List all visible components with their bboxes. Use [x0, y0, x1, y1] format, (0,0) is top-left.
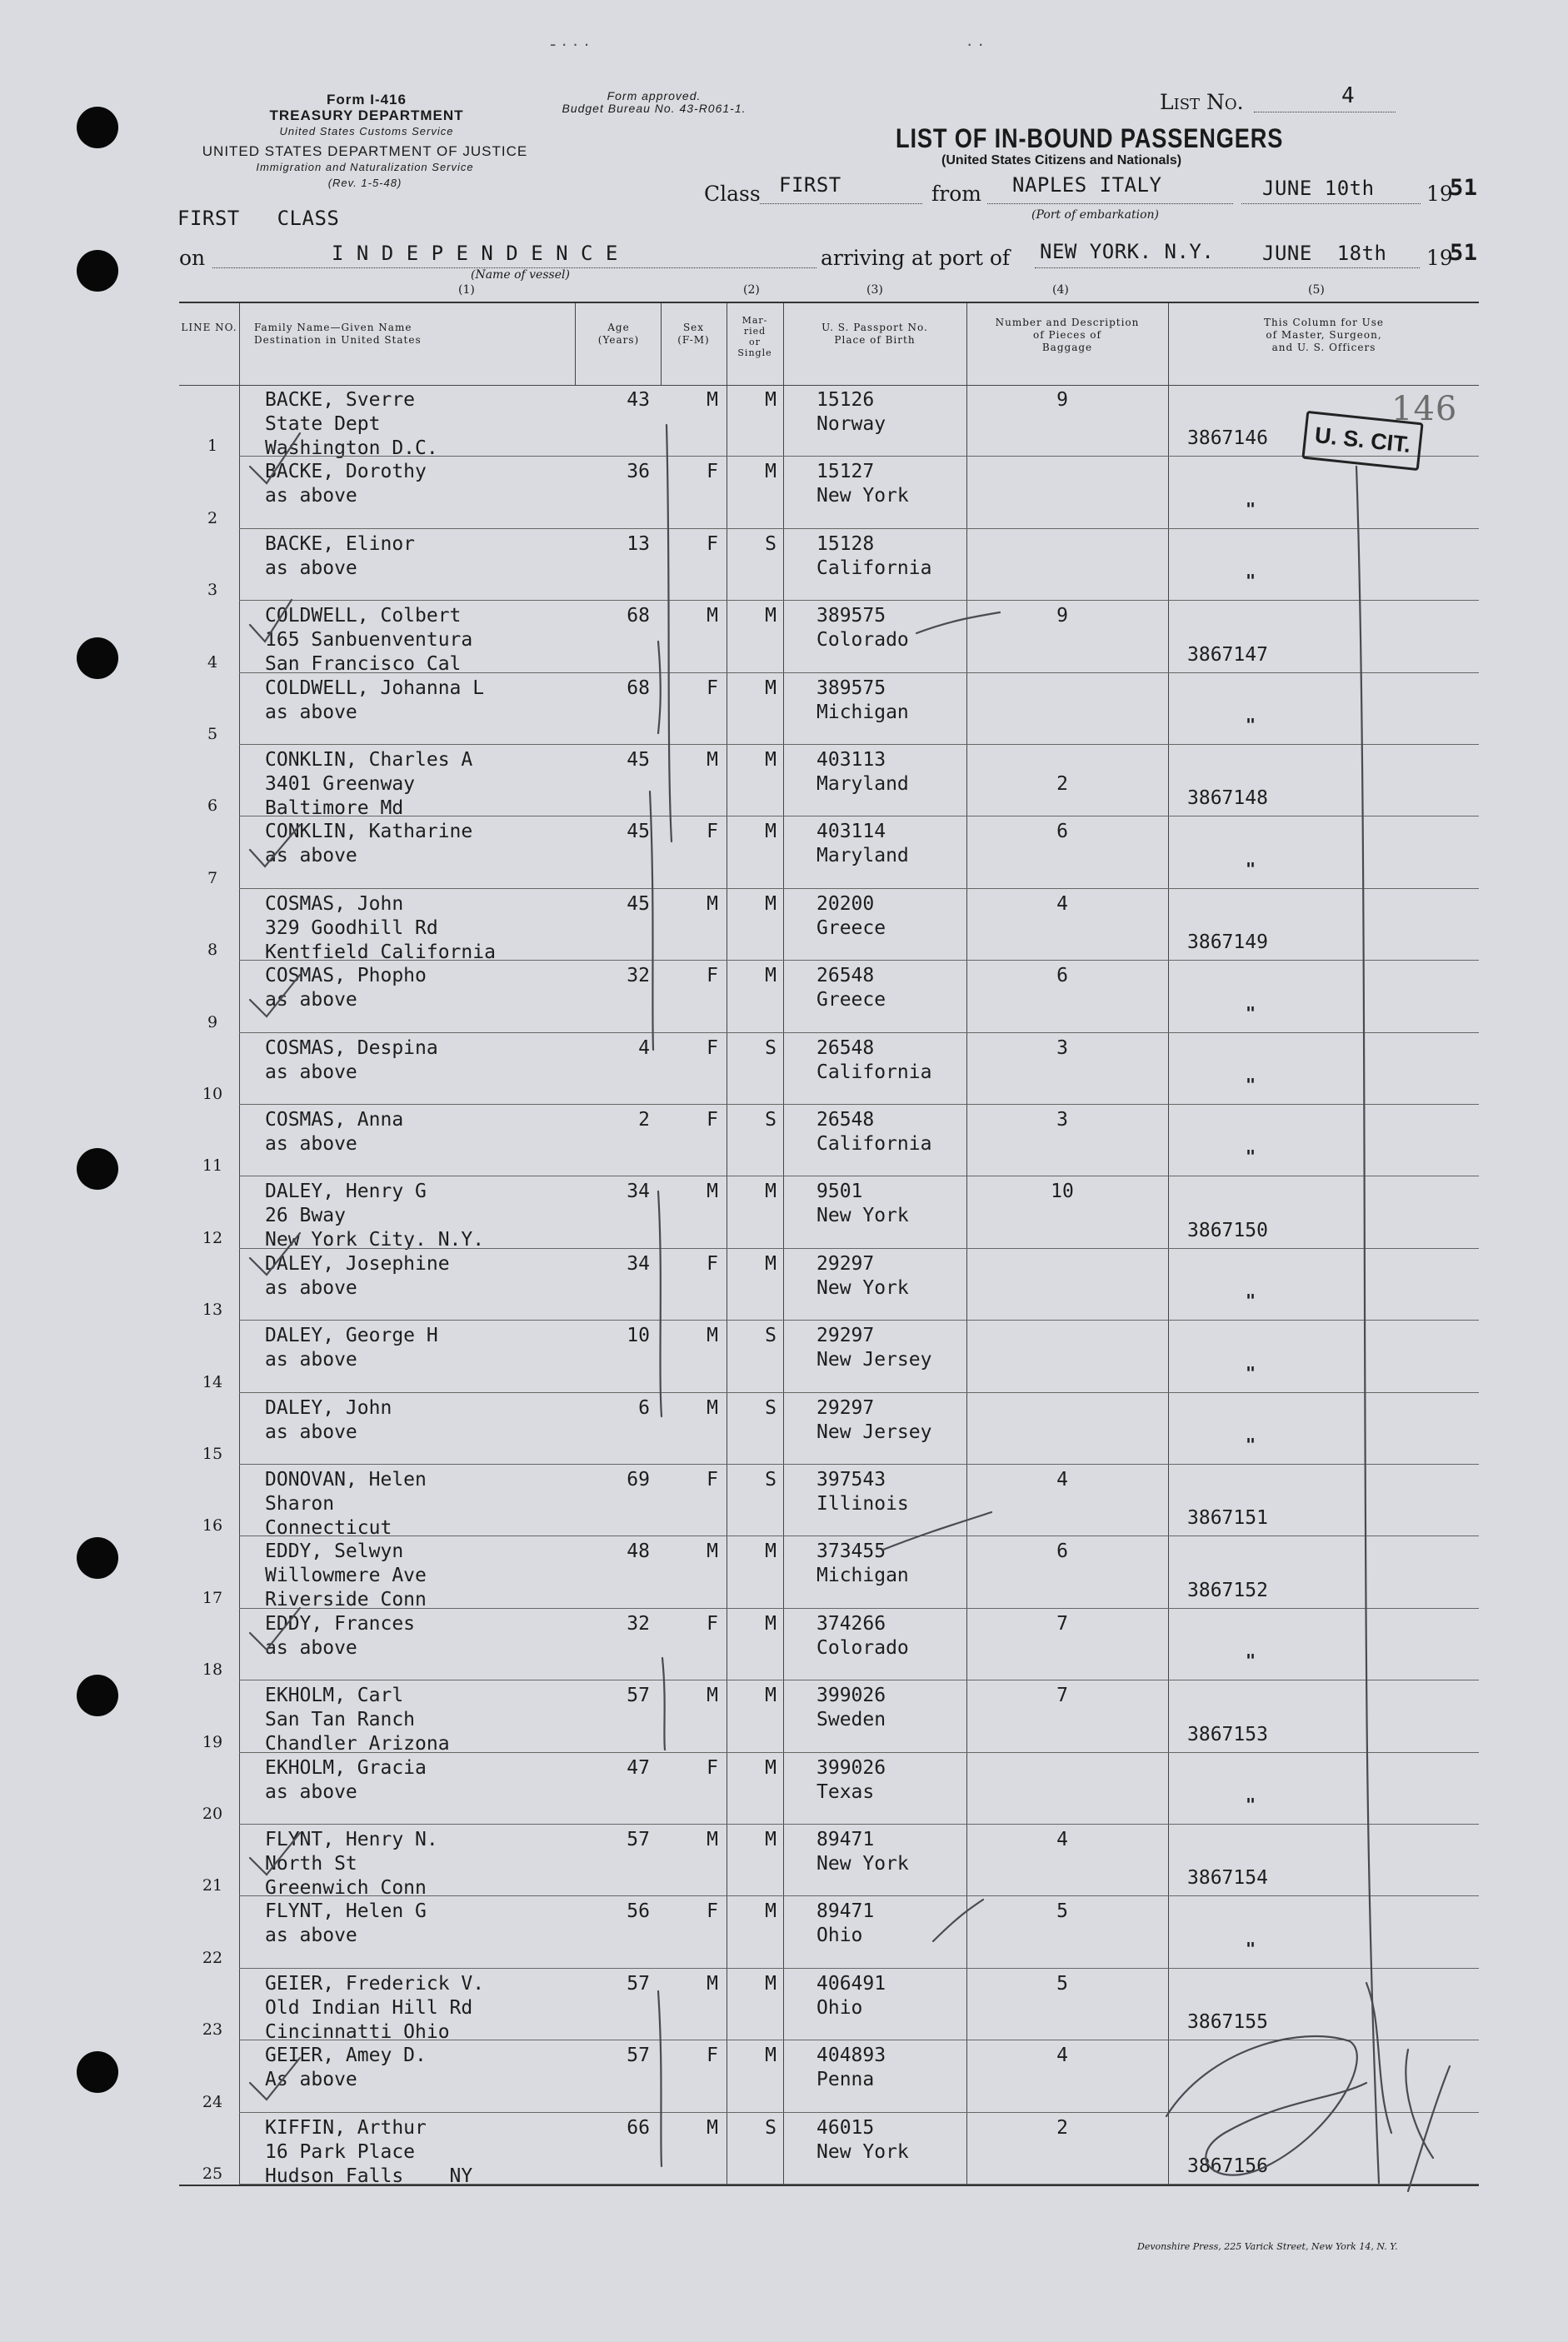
- table-row: [179, 1249, 1479, 1321]
- line-number: 13: [202, 1301, 223, 1320]
- passport-birthplace: 29297 New York: [816, 1252, 909, 1299]
- table-row: [179, 673, 1479, 745]
- ditto-mark: ": [1246, 571, 1256, 592]
- officer-number: 3867156: [1187, 2155, 1268, 2177]
- line-number: 7: [207, 868, 218, 887]
- column-number: (3): [866, 283, 883, 297]
- table-row: [179, 601, 1479, 676]
- baggage-count: 4: [1056, 1469, 1068, 1491]
- table-row: [179, 1176, 1479, 1251]
- table-row: [179, 1536, 1479, 1611]
- printer-footer: Devonshire Press, 225 Varick Street, New York 14, N. Y.: [1137, 2241, 1398, 2252]
- passenger-age: 68: [627, 677, 650, 699]
- passenger-sex: F: [707, 532, 718, 555]
- class-value: FIRST: [779, 173, 841, 197]
- baggage-count: 4: [1056, 892, 1068, 915]
- passport-birthplace: 406491 Ohio: [816, 1972, 886, 2019]
- passenger-name-destination: DALEY, John as above: [265, 1396, 392, 1443]
- passenger-age: 32: [627, 965, 650, 987]
- table-row: [179, 457, 1479, 528]
- top-mark: - · · ·: [550, 33, 590, 54]
- page-title: LIST OF IN-BOUND PASSENGERS: [896, 123, 1284, 153]
- passport-birthplace: 397543 Illinois: [816, 1469, 909, 1515]
- column-number: (5): [1308, 283, 1325, 297]
- line-number: 3: [207, 581, 218, 600]
- passenger-sex: F: [707, 1252, 718, 1275]
- table-row: [179, 889, 1479, 961]
- passenger-name-destination: COSMAS, Anna as above: [265, 1109, 404, 1155]
- passenger-name-destination: KIFFIN, Arthur 16 Park Place Hudson Falls NY: [265, 2116, 473, 2187]
- baggage-count: 5: [1056, 1900, 1068, 1923]
- binder-hole: [77, 2051, 118, 2093]
- table-row: [179, 961, 1479, 1032]
- passenger-name-destination: CONKLIN, Charles A 3401 Greenway Baltimore Md: [265, 749, 473, 819]
- passport-birthplace: 399026 Sweden: [816, 1685, 886, 1731]
- passenger-marital-status: M: [765, 1900, 777, 1923]
- from-value: NAPLES ITALY: [1012, 173, 1162, 197]
- table-row: [179, 2113, 1479, 2185]
- form-number: Form I-416: [327, 92, 407, 107]
- ins: Immigration and Naturalization Service: [256, 161, 474, 173]
- officer-number: 3867155: [1187, 2011, 1268, 2034]
- passenger-age: 57: [627, 1972, 650, 1995]
- passenger-age: 34: [627, 1252, 650, 1275]
- passport-birthplace: 373455 Michigan: [816, 1541, 909, 1587]
- baggage-count: 6: [1056, 821, 1068, 843]
- line-number: 24: [202, 2092, 223, 2111]
- ditto-mark: ": [1246, 1362, 1256, 1383]
- passenger-name-destination: COLDWELL, Johanna L as above: [265, 677, 485, 723]
- passenger-age: 45: [627, 821, 650, 843]
- arriving-label: arriving at port of: [821, 246, 1011, 270]
- passenger-marital-status: S: [765, 1325, 777, 1347]
- line-number: 2: [207, 508, 218, 527]
- column-number: (1): [458, 283, 475, 297]
- column-number: (4): [1052, 283, 1069, 297]
- arrival-line: [1035, 267, 1420, 268]
- passport-birthplace: 89471 Ohio: [816, 1900, 875, 1947]
- passenger-sex: F: [707, 1612, 718, 1635]
- passenger-sex: F: [707, 1469, 718, 1491]
- ditto-mark: ": [1246, 1074, 1256, 1095]
- first-class-note: FIRST CLASS: [177, 207, 340, 230]
- officer-number: 3867146: [1187, 427, 1268, 450]
- passenger-age: 43: [627, 389, 650, 411]
- binder-hole: [77, 250, 118, 292]
- form-block-justice: [177, 143, 552, 191]
- passenger-sex: M: [707, 892, 718, 915]
- col-header-line: LINE NO.: [181, 322, 237, 333]
- vessel-name: I N D E P E N D E N C E: [332, 242, 618, 265]
- col-header-name: Family Name—Given Name Destination in United States: [254, 322, 422, 346]
- officer-number: 3867150: [1187, 1219, 1268, 1241]
- passenger-sex: F: [707, 821, 718, 843]
- budget-bureau: Budget Bureau No. 43-R061-1.: [562, 102, 747, 115]
- passenger-marital-status: S: [765, 1109, 777, 1131]
- passenger-age: 68: [627, 605, 650, 627]
- form-approval: [546, 90, 762, 115]
- passenger-table: [179, 283, 1479, 2187]
- passenger-marital-status: M: [765, 1252, 777, 1275]
- line-number: 4: [207, 652, 218, 672]
- table-row: [179, 816, 1479, 888]
- passport-birthplace: 15128 California: [816, 532, 932, 579]
- line-number: 23: [202, 2020, 223, 2040]
- passport-birthplace: 26548 California: [816, 1109, 932, 1155]
- ditto-mark: ": [1246, 714, 1256, 735]
- col-header-sex: Sex (F-M): [677, 322, 710, 346]
- passenger-sex: M: [707, 1541, 718, 1563]
- binder-hole: [77, 1537, 118, 1579]
- baggage-count: 9: [1056, 605, 1068, 627]
- form-approved: Form approved.: [607, 89, 702, 102]
- officer-number: 3867147: [1187, 643, 1268, 666]
- passport-birthplace: 389575 Michigan: [816, 677, 909, 723]
- passenger-age: 4: [638, 1036, 650, 1059]
- baggage-count: 5: [1056, 1972, 1068, 1995]
- citizen-stamp: U. S. CIT.: [1301, 411, 1423, 471]
- col-header-officer: This Column for Use of Master, Surgeon, and U. S. Officers: [1263, 317, 1385, 353]
- table-row: [179, 1105, 1479, 1176]
- passenger-name-destination: CONKLIN, Katharine as above: [265, 821, 473, 867]
- line-number: 6: [207, 796, 218, 816]
- passenger-marital-status: M: [765, 1685, 777, 1707]
- passenger-age: 34: [627, 1181, 650, 1203]
- baggage-count: 4: [1056, 2045, 1068, 2067]
- baggage-count: 9: [1056, 389, 1068, 411]
- page-subtitle: (United States Citizens and Nationals): [941, 153, 1182, 167]
- class-line: [760, 203, 922, 204]
- passenger-sex: F: [707, 1109, 718, 1131]
- baggage-count: 3: [1056, 1036, 1068, 1059]
- passenger-sex: M: [707, 1972, 718, 1995]
- passport-birthplace: 46015 New York: [816, 2116, 909, 2163]
- passenger-name-destination: COSMAS, Phopho as above: [265, 965, 427, 1011]
- passenger-name-destination: FLYNT, Helen G as above: [265, 1900, 427, 1947]
- officer-number: 3867152: [1187, 1579, 1268, 1601]
- table-row: [179, 1393, 1479, 1465]
- passenger-age: 36: [627, 461, 650, 483]
- ditto-mark: ": [1246, 1434, 1256, 1455]
- service: United States Customs Service: [279, 125, 454, 137]
- passenger-sex: M: [707, 1396, 718, 1419]
- passenger-marital-status: M: [765, 749, 777, 771]
- passenger-name-destination: EKHOLM, Carl San Tan Ranch Chandler Arizona: [265, 1685, 450, 1755]
- revision: (Rev. 1-5-48): [327, 177, 402, 189]
- table-row: [179, 529, 1479, 601]
- passenger-name-destination: EKHOLM, Gracia as above: [265, 1756, 427, 1803]
- passenger-name-destination: BACKE, Sverre State Dept Washington D.C.: [265, 389, 438, 459]
- passenger-name-destination: DALEY, Henry G 26 Bway New York City. N.Y.: [265, 1181, 485, 1251]
- passenger-age: 69: [627, 1469, 650, 1491]
- line-number: 11: [202, 1156, 223, 1176]
- passenger-sex: M: [707, 1685, 718, 1707]
- arrival-port: NEW YORK. N.Y.: [1040, 240, 1215, 263]
- passenger-marital-status: M: [765, 1541, 777, 1563]
- col-header-passport: U. S. Passport No. Place of Birth: [821, 322, 928, 346]
- table-row: [179, 1969, 1479, 2043]
- ditto-mark: ": [1246, 1002, 1256, 1023]
- ditto-mark: ": [1246, 1291, 1256, 1311]
- ditto-mark: ": [1246, 1146, 1256, 1167]
- table-row: [179, 1465, 1479, 1539]
- passport-birthplace: 374266 Colorado: [816, 1612, 909, 1659]
- binder-hole: [77, 1675, 118, 1716]
- justice-department: UNITED STATES DEPARTMENT OF JUSTICE: [202, 143, 528, 159]
- line-number: 22: [202, 1948, 223, 1967]
- from-line: [987, 203, 1233, 204]
- column-divider: [575, 303, 576, 385]
- officer-number: 3867153: [1187, 1723, 1268, 1745]
- binder-hole: [77, 1148, 118, 1190]
- table-row: [179, 1680, 1479, 1755]
- passenger-sex: F: [707, 461, 718, 483]
- passport-birthplace: 389575 Colorado: [816, 605, 909, 652]
- row-divider: [239, 2184, 1479, 2185]
- passenger-name-destination: GEIER, Frederick V. Old Indian Hill Rd Cincinnatti Ohio: [265, 1972, 485, 2043]
- baggage-count: 3: [1056, 1109, 1068, 1131]
- line-number: 14: [202, 1372, 223, 1391]
- line-number: 9: [207, 1012, 218, 1031]
- line-number: 1: [207, 437, 218, 456]
- passenger-age: 47: [627, 1756, 650, 1779]
- passenger-name-destination: EDDY, Frances as above: [265, 1612, 416, 1659]
- ditto-mark: ": [1246, 858, 1256, 879]
- arrival-year-label: 19: [1426, 246, 1453, 270]
- binder-hole: [77, 107, 118, 148]
- table-row: [179, 1753, 1479, 1825]
- col-header-baggage: Number and Description of Pieces of Baggage: [995, 317, 1140, 353]
- baggage-count: 6: [1056, 1541, 1068, 1563]
- passenger-marital-status: S: [765, 1396, 777, 1419]
- passenger-marital-status: M: [765, 1756, 777, 1779]
- passport-birthplace: 403114 Maryland: [816, 821, 909, 867]
- from-label: from: [931, 182, 981, 206]
- line-number: 5: [207, 724, 218, 743]
- passenger-age: 57: [627, 1685, 650, 1707]
- officer-number: 3867148: [1187, 787, 1268, 810]
- passenger-name-destination: GEIER, Amey D. As above: [265, 2045, 427, 2091]
- table-row: [179, 1321, 1479, 1392]
- passenger-age: 45: [627, 892, 650, 915]
- embark-year-label: 19: [1426, 182, 1453, 206]
- passenger-age: 6: [638, 1396, 650, 1419]
- passenger-age: 10: [627, 1325, 650, 1347]
- line-number: 25: [202, 2164, 223, 2183]
- passport-birthplace: 26548 Greece: [816, 965, 886, 1011]
- baggage-count: 6: [1056, 965, 1068, 987]
- passenger-name-destination: COSMAS, Despina as above: [265, 1036, 438, 1083]
- passport-birthplace: 399026 Texas: [816, 1756, 886, 1803]
- line-number: 10: [202, 1084, 223, 1103]
- passenger-name-destination: DONOVAN, Helen Sharon Connecticut: [265, 1469, 427, 1539]
- passenger-marital-status: M: [765, 1972, 777, 1995]
- passenger-sex: F: [707, 677, 718, 699]
- baggage-count: 2: [1056, 773, 1068, 795]
- passenger-marital-status: S: [765, 2116, 777, 2139]
- passenger-sex: F: [707, 2045, 718, 2067]
- column-number: (2): [743, 283, 760, 297]
- passenger-name-destination: DALEY, Josephine as above: [265, 1252, 450, 1299]
- passport-birthplace: 15126 Norway: [816, 389, 886, 435]
- passenger-sex: F: [707, 1900, 718, 1923]
- passenger-age: 56: [627, 1900, 650, 1923]
- passport-birthplace: 26548 California: [816, 1036, 932, 1083]
- col-header-married: Mar- ried or Single: [737, 315, 772, 358]
- line-number: 17: [202, 1588, 223, 1607]
- table-row: [179, 1033, 1479, 1105]
- list-no-label: List No.: [1160, 90, 1244, 114]
- col-header-age: Age (Years): [597, 322, 640, 346]
- line-number: 12: [202, 1228, 223, 1247]
- passenger-marital-status: M: [765, 821, 777, 843]
- passenger-name-destination: FLYNT, Henry N. North St Greenwich Conn: [265, 1829, 438, 1899]
- ditto-mark: ": [1246, 498, 1256, 519]
- binder-hole: [77, 637, 118, 679]
- line-number: 19: [202, 1732, 223, 1751]
- passenger-marital-status: M: [765, 1829, 777, 1850]
- table-row: [179, 2040, 1479, 2112]
- ditto-mark: ": [1246, 1938, 1256, 1959]
- department: TREASURY DEPARTMENT: [269, 107, 464, 123]
- passport-birthplace: 9501 New York: [816, 1181, 909, 1227]
- passenger-name-destination: COLDWELL, Colbert 165 Sanbuenventura San Francisco Cal: [265, 605, 473, 676]
- passport-birthplace: 20200 Greece: [816, 892, 886, 939]
- passenger-marital-status: M: [765, 892, 777, 915]
- baggage-count: 10: [1051, 1181, 1074, 1203]
- top-mark: · ·: [966, 33, 984, 54]
- column-divider: [661, 303, 662, 385]
- passenger-marital-status: M: [765, 677, 777, 699]
- passport-birthplace: 403113 Maryland: [816, 749, 909, 795]
- passenger-marital-status: M: [765, 965, 777, 987]
- table-row: [179, 1896, 1479, 1968]
- passenger-marital-status: S: [765, 532, 777, 555]
- passenger-age: 66: [627, 2116, 650, 2139]
- passenger-marital-status: M: [765, 605, 777, 627]
- passenger-age: 45: [627, 749, 650, 771]
- passenger-marital-status: M: [765, 1612, 777, 1635]
- passenger-marital-status: M: [765, 461, 777, 483]
- passenger-sex: M: [707, 2116, 718, 2139]
- passenger-marital-status: S: [765, 1469, 777, 1491]
- officer-number: 3867151: [1187, 1507, 1268, 1530]
- passenger-marital-status: M: [765, 2045, 777, 2067]
- table-row: [179, 385, 1479, 457]
- passenger-marital-status: M: [765, 1181, 777, 1203]
- port-embark-caption: (Port of embarkation): [1031, 208, 1159, 222]
- arrival-year: 51: [1450, 240, 1478, 266]
- passport-birthplace: 15127 New York: [816, 461, 909, 507]
- passenger-marital-status: S: [765, 1036, 777, 1059]
- passenger-sex: M: [707, 749, 718, 771]
- officer-number: 3867154: [1187, 1867, 1268, 1890]
- passport-birthplace: 29297 New Jersey: [816, 1396, 932, 1443]
- passenger-sex: F: [707, 1756, 718, 1779]
- passenger-age: 13: [627, 532, 650, 555]
- baggage-count: 7: [1056, 1612, 1068, 1635]
- line-number: 18: [202, 1660, 223, 1680]
- line-number: 15: [202, 1444, 223, 1463]
- baggage-count: 7: [1056, 1685, 1068, 1707]
- passenger-name-destination: DALEY, George H as above: [265, 1325, 438, 1371]
- passenger-age: 57: [627, 2045, 650, 2067]
- passenger-name-destination: EDDY, Selwyn Willowmere Ave Riverside Conn: [265, 1541, 427, 1611]
- passenger-name-destination: BACKE, Elinor as above: [265, 532, 416, 579]
- ditto-mark: ": [1246, 1650, 1256, 1671]
- passenger-sex: F: [707, 1036, 718, 1059]
- vessel-caption: (Name of vessel): [471, 268, 570, 282]
- stamp-number: 146: [1391, 390, 1458, 428]
- on-label: on: [179, 246, 206, 270]
- table-row: [179, 745, 1479, 819]
- arrival-date: JUNE 18th: [1262, 242, 1387, 265]
- baggage-count: 2: [1056, 2116, 1068, 2139]
- line-number: 8: [207, 941, 218, 960]
- passenger-age: 32: [627, 1612, 650, 1635]
- passenger-age: 57: [627, 1829, 650, 1850]
- passenger-sex: F: [707, 965, 718, 987]
- embark-date-line: [1241, 203, 1421, 204]
- embark-year: 51: [1450, 175, 1478, 201]
- passport-birthplace: 29297 New Jersey: [816, 1325, 932, 1371]
- line-number: 21: [202, 1876, 223, 1895]
- passport-birthplace: 404893 Penna: [816, 2045, 886, 2091]
- passenger-sex: M: [707, 1325, 718, 1347]
- passenger-sex: M: [707, 1181, 718, 1203]
- baggage-count: 4: [1056, 1829, 1068, 1850]
- class-label: Class: [704, 182, 761, 206]
- passenger-name-destination: COSMAS, John 329 Goodhill Rd Kentfield California: [265, 892, 496, 963]
- line-number: 20: [202, 1804, 223, 1823]
- officer-number: 3867149: [1187, 931, 1268, 954]
- embark-date: JUNE 10th: [1262, 177, 1375, 200]
- passenger-sex: M: [707, 605, 718, 627]
- passenger-sex: M: [707, 1829, 718, 1850]
- passport-birthplace: 89471 New York: [816, 1829, 909, 1875]
- ditto-mark: ": [1246, 1794, 1256, 1815]
- passenger-name-destination: BACKE, Dorothy as above: [265, 461, 427, 507]
- table-row: [179, 1609, 1479, 1680]
- passenger-marital-status: M: [765, 389, 777, 411]
- line-number: 16: [202, 1516, 223, 1536]
- table-row: [179, 1825, 1479, 1899]
- passenger-age: 48: [627, 1541, 650, 1563]
- form-block-treasury: [250, 92, 483, 139]
- list-no-value: 4: [1341, 83, 1356, 108]
- passenger-age: 2: [638, 1109, 650, 1131]
- passenger-sex: M: [707, 389, 718, 411]
